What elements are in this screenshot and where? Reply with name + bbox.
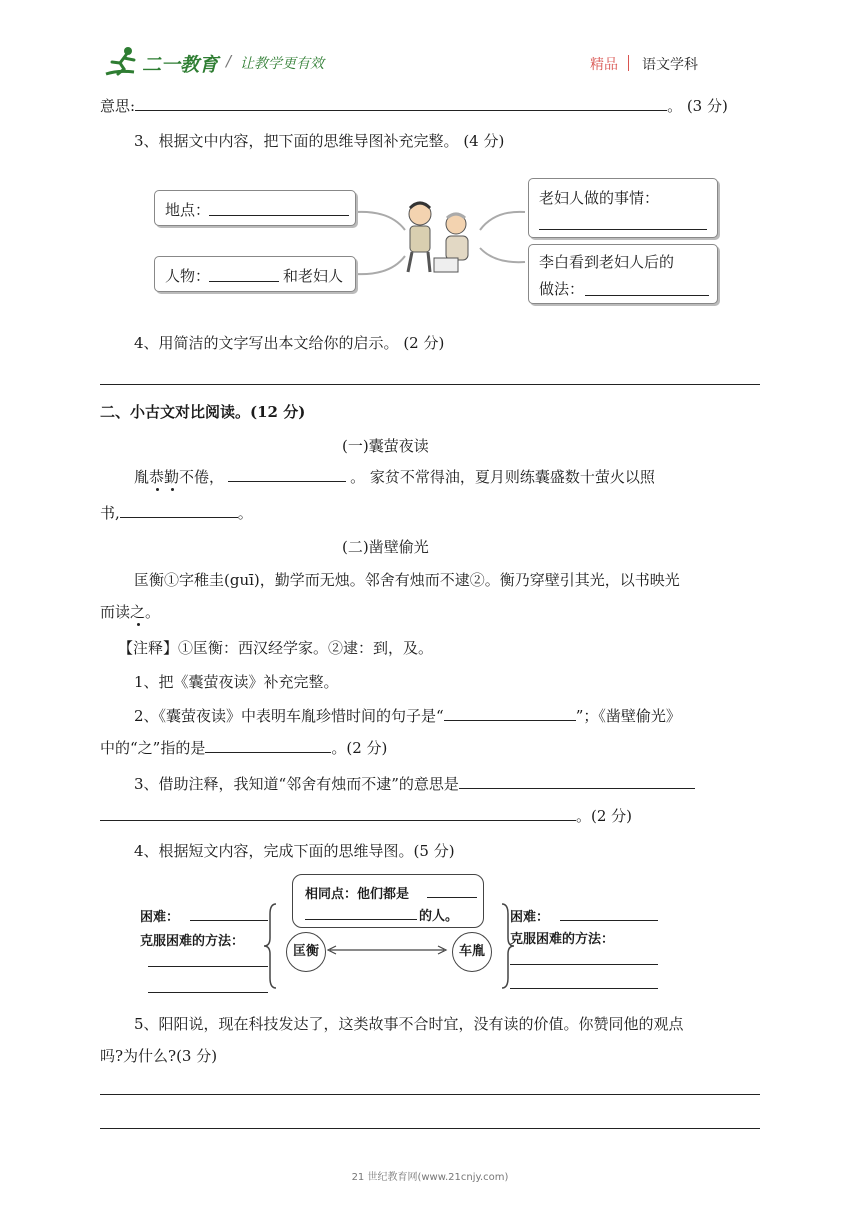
dotted-char: 恭: [149, 468, 165, 486]
fill-blank[interactable]: [444, 706, 576, 721]
method-blank-right-2[interactable]: [510, 974, 658, 989]
meaning-tail: 。 (3 分): [667, 97, 728, 115]
place-box: [154, 190, 356, 226]
difficulty-label-right: 困难：: [510, 910, 550, 925]
difficulty-blank-left[interactable]: [190, 906, 268, 921]
fill-blank[interactable]: [459, 774, 695, 789]
dotted-char: 勤: [164, 468, 180, 486]
footer: 21 世纪教育网(www.21cnjy.com): [351, 1172, 509, 1183]
header: [100, 44, 760, 84]
passage-text: 不倦，: [179, 468, 225, 486]
method-label-right: 克服困难的方法：: [510, 932, 615, 947]
passage-2-line-1: 匡衡①字稚圭(guī)，勤学而无烛。邻舍有烛而不逮②。衡乃穿壁引其光，以书映光: [134, 571, 680, 589]
passage-text: 而读: [100, 603, 131, 621]
question-3: 3、根据文中内容，把下面的思维导图补充完整。 (4 分): [134, 132, 505, 150]
cheyin-label: 车胤: [458, 944, 485, 959]
section-heading: 二、小古文对比阅读。(12 分): [100, 403, 306, 421]
common-blank-1[interactable]: [427, 883, 477, 898]
person-blank[interactable]: [209, 267, 279, 282]
fill-blank[interactable]: [100, 806, 576, 821]
passage-title-2: (二)凿壁偷光: [342, 538, 429, 556]
method-blank-left-2[interactable]: [148, 978, 268, 993]
fill-blank[interactable]: [120, 503, 238, 518]
meaning-label: 意思:: [100, 97, 136, 115]
slogan-divider: /: [226, 52, 232, 70]
tag-separator: [628, 55, 629, 71]
common-label-2: 的人。: [419, 909, 459, 924]
question-text: ”；《凿壁偷光》: [575, 707, 681, 725]
slogan: 让教学更有效: [240, 56, 324, 72]
question-5-line-1: 5、阳阳说，现在科技发达了，这类故事不合时宜，没有读的价值。你赞同他的观点: [134, 1015, 684, 1033]
person-tail: 和老妇人: [283, 267, 344, 285]
kuangheng-label: 匡衡: [292, 944, 319, 959]
common-box: [292, 874, 484, 928]
fill-blank[interactable]: [228, 467, 346, 482]
question-text: 。(2 分): [331, 739, 388, 757]
answer-blank[interactable]: [135, 96, 667, 111]
answer-line[interactable]: [100, 1094, 760, 1095]
passage-text: 。: [237, 504, 253, 522]
person-label: 人物：: [165, 267, 211, 285]
place-label: 地点：: [165, 201, 211, 219]
mind-map-1: [150, 170, 730, 310]
passage-text: 。: [145, 603, 161, 621]
answer-line[interactable]: [100, 384, 760, 385]
question-2-line-2: [100, 738, 387, 758]
difficulty-blank-right[interactable]: [560, 906, 658, 921]
passage-text: 。 家贫不常得油，夏月则练囊盛数十萤火以照: [350, 468, 655, 486]
runner-logo-icon: [104, 46, 144, 78]
answer-line[interactable]: [100, 1128, 760, 1129]
question-2-line-1: [134, 706, 681, 726]
woman-did-label: 老妇人做的事情：: [539, 189, 660, 207]
passage-text: 胤: [134, 468, 150, 486]
libai-did-blank[interactable]: [585, 281, 709, 296]
woman-did-box: [528, 178, 718, 238]
question-5-line-2: 吗?为什么?(3 分): [100, 1047, 218, 1065]
mind-map-2: [140, 874, 680, 1002]
difficulty-label-left: 困难：: [140, 910, 180, 925]
libai-did-box: [528, 244, 718, 304]
question-1: 1、把《囊萤夜读》补充完整。: [134, 673, 339, 691]
tag-right: 语文学科: [642, 57, 698, 73]
method-blank-left-1[interactable]: [148, 952, 268, 967]
kuangheng-node: [286, 932, 326, 972]
annotation: 【注释】①匡衡：西汉经学家。②逮：到，及。: [118, 639, 434, 657]
fill-blank[interactable]: [205, 738, 331, 753]
boy-and-old-woman-illustration: [390, 198, 490, 280]
dotted-char: 之: [130, 603, 146, 621]
passage-1-line-2: [100, 503, 253, 523]
cheyin-node: [452, 932, 492, 972]
question-3-line-1: [134, 774, 695, 794]
passage-text: 书,: [100, 504, 120, 522]
method-blank-right-1[interactable]: [510, 950, 658, 965]
question-text: 2、《囊萤夜读》中表明车胤珍惜时间的句子是“: [134, 707, 444, 725]
tag-left: 精品: [590, 57, 618, 73]
meaning-line: [100, 96, 728, 116]
logo-text: 二一教育: [142, 54, 219, 76]
woman-did-blank[interactable]: [539, 215, 707, 230]
question-text: 3、借助注释，我知道“邻舍有烛而不逮”的意思是: [134, 775, 459, 793]
libai-did-label-2: 做法：: [539, 280, 585, 298]
place-blank[interactable]: [209, 201, 349, 216]
passage-title-1: (一)囊萤夜读: [342, 437, 429, 455]
question-text: 。(2 分): [576, 807, 633, 825]
question-3-line-2: [100, 806, 632, 826]
question-4: 4、根据短文内容，完成下面的思维导图。(5 分): [134, 842, 455, 860]
person-box: [154, 256, 356, 292]
question-text: 中的“之”指的是: [100, 739, 206, 757]
common-blank-2[interactable]: [305, 905, 417, 920]
passage-1-line-1: [134, 467, 655, 487]
question-4: 4、用简洁的文字写出本文给你的启示。 (2 分): [134, 334, 445, 352]
libai-did-label: 李白看到老妇人后的: [539, 253, 675, 271]
common-label: 相同点：他们都是: [305, 887, 410, 902]
method-label-left: 克服困难的方法：: [140, 934, 245, 949]
passage-2-line-2: [100, 602, 160, 622]
